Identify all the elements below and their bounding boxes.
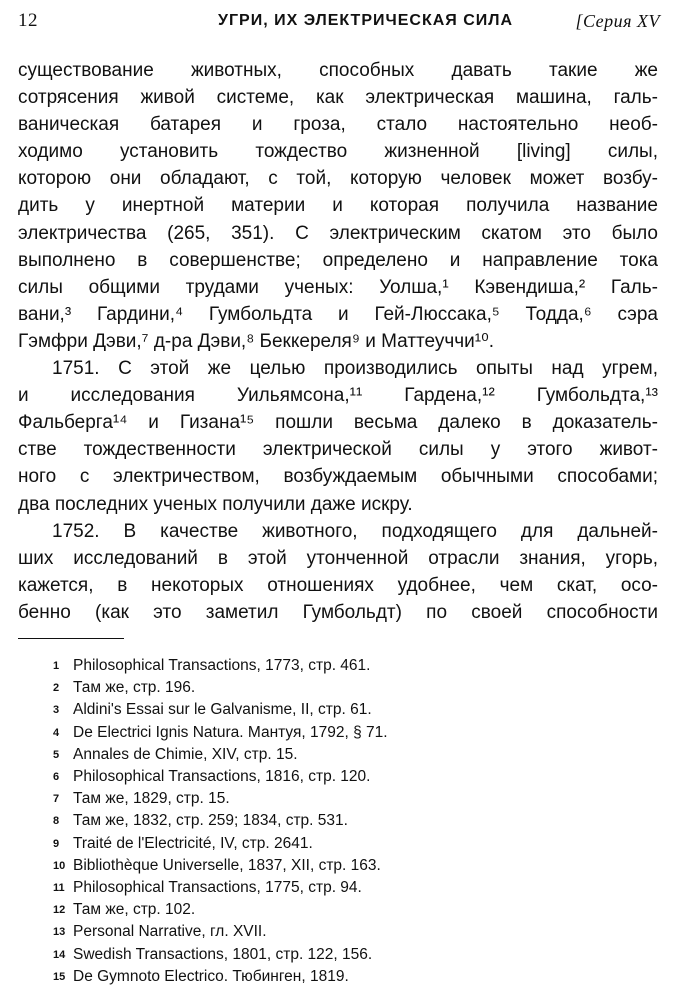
text-line: дить у инертной материи и которая получила название <box>18 195 658 217</box>
text-line: кажется, в некоторых отношениях удобнее, чем скат, осо- <box>18 574 658 596</box>
footnote-text: De Electrici Ignis Natura. Мантуя, 1792, § 71. <box>73 723 388 741</box>
footnote-text: Philosophical Transactions, 1816, стр. 120. <box>73 768 371 786</box>
text-line: ваническая батарея и гроза, стало настоятельно необ- <box>18 114 658 136</box>
footnote <box>53 877 613 899</box>
footnote <box>53 744 613 766</box>
footnote-number: 2 <box>53 682 60 695</box>
footnote-number: 10 <box>53 859 66 872</box>
footnote <box>53 788 613 810</box>
footnote-text: Там же, 1829, стр. 15. <box>73 790 230 808</box>
text-line: два последних ученых получили даже искру. <box>18 493 413 515</box>
footnote-text: Aldini's Essai sur le Galvanisme, II, стр. 61. <box>73 701 372 719</box>
footnote <box>53 855 613 877</box>
text-line: которою они обладают, с той, которую человек может возбу- <box>18 168 658 190</box>
text-line: силы общими трудами ученых: Уолша,¹ Кэвендиша,² Галь- <box>18 276 658 298</box>
body-text <box>18 57 658 626</box>
text-line: электричества (265, 351). С электрическим скатом это было <box>18 222 658 244</box>
footnote <box>53 677 613 699</box>
page-number: 12 <box>18 10 38 31</box>
footnote <box>53 966 613 988</box>
footnote-text: Philosophical Transactions, 1773, стр. 461. <box>73 657 371 674</box>
footnote-text: Traité de l'Electricité, IV, стр. 2641. <box>73 834 313 852</box>
footnotes <box>53 655 613 988</box>
paragraph-1751-start: 1751. С этой же целью производились опыты над угрем, <box>52 358 658 380</box>
text-line: ного с электричеством, возбуждаемым обычными способами; <box>18 466 658 488</box>
text-line: сотрясения живой системе, как электрическая машина, галь- <box>18 87 658 109</box>
footnote-number: 11 <box>53 882 65 895</box>
footnote-text: De Gymnoto Electrico. Тюбинген, 1819. <box>73 967 349 985</box>
footnote-number: 15 <box>53 970 66 983</box>
footnote-text: Annales de Chimie, XIV, стр. 15. <box>73 745 298 763</box>
footnote-number: 14 <box>53 948 66 961</box>
footnote-text: Там же, стр. 102. <box>73 901 196 919</box>
text-line: вани,³ Гардини,⁴ Гумбольдта и Гей-Люссака,⁵ Тодда,⁶ сэра <box>18 303 658 325</box>
text-line: существование животных, способных давать такие же <box>18 60 658 81</box>
footnote <box>53 655 613 677</box>
text-line: выполнено в совершенстве; определено и направление тока <box>18 249 658 271</box>
footnote-number: 8 <box>53 815 60 828</box>
footnote <box>53 722 613 744</box>
footnote <box>53 810 613 832</box>
footnote-text: Personal Narrative, гл. XVII. <box>73 923 267 941</box>
running-head <box>18 6 660 36</box>
footnote <box>53 833 613 855</box>
text-line: стве тождественности электрической силы у этого живот- <box>18 439 658 461</box>
running-title: УГРИ, ИХ ЭЛЕКТРИЧЕСКАЯ СИЛА <box>218 12 514 29</box>
footnote-text: Swedish Transactions, 1801, стр. 122, 156. <box>73 945 373 963</box>
series-label: [Серия XV <box>575 10 660 31</box>
footnote-text: Bibliothèque Universelle, 1837, XII, стр. 163. <box>73 856 381 874</box>
footnote <box>53 899 613 921</box>
footnote-number: 13 <box>53 926 66 939</box>
footnote-text: Philosophical Transactions, 1775, стр. 94. <box>73 879 362 897</box>
footnote-text: Там же, 1832, стр. 259; 1834, стр. 531. <box>73 812 348 830</box>
footnote <box>53 699 613 721</box>
paragraph-1752-start: 1752. В качестве животного, подходящего для дальней- <box>52 520 658 542</box>
footnote-text: Там же, стр. 196. <box>73 679 196 697</box>
text-line: ших исследований в этой утонченной отрасли знания, угорь, <box>18 547 658 569</box>
footnote-divider <box>18 638 124 639</box>
footnote-number: 6 <box>53 771 60 784</box>
footnote-number: 3 <box>53 704 60 717</box>
text-line: ходимо установить тождество жизненной [living] силы, <box>18 141 658 163</box>
text-line: и исследования Уильямсона,¹¹ Гардена,¹² Гумбольдта,¹³ <box>18 385 658 407</box>
footnote <box>53 766 613 788</box>
footnote <box>53 944 613 966</box>
footnote-number: 4 <box>53 726 60 739</box>
text-line: Гэмфри Дэви,⁷ д-ра Дэви,⁸ Беккереля⁹ и Маттеуччи¹⁰. <box>18 330 495 352</box>
text-line: Фальберга¹⁴ и Гизана¹⁵ пошли весьма далеко в доказатель- <box>18 412 658 434</box>
footnote-number: 7 <box>53 793 60 806</box>
footnote <box>53 921 613 943</box>
footnote-number: 1 <box>53 660 60 672</box>
footnote-number: 9 <box>53 837 60 850</box>
footnote-number: 12 <box>53 904 66 917</box>
text-line: бенно (как это заметил Гумбольдт) по своей способности <box>18 601 658 623</box>
footnote-number: 5 <box>53 748 60 761</box>
